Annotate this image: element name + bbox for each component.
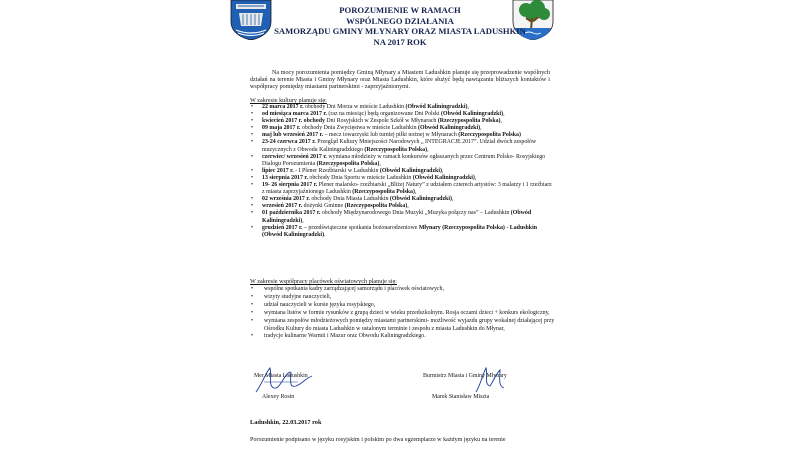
list-item-text: . [324, 231, 326, 238]
list-item-text: , [480, 125, 482, 132]
list-item-bold-text: (Obwód Kaliningradzki) [389, 196, 452, 203]
list-item-text: , [379, 160, 381, 167]
list-item-text: , [500, 118, 502, 125]
list-item-text: wymiana młodzieży w ramach konkursów ogłaszanych przez Centrum Polsko- Rosyjskiego Dialogu Porozumienia [262, 153, 546, 167]
list-item-text: - I Plener Rzeźbiarski w Ladushkin [293, 167, 380, 174]
list-item-bold-text: czerwiec/ wrzesień 2017 r. [262, 153, 327, 160]
list-item-text: – mecz towarzyski lub turniej piłki nożnej w Młynarach [323, 132, 459, 139]
list-item-bold-text: 09 maja 2017 r. [262, 125, 301, 132]
list-item-bold-text: (Rzeczypospolita Polska) [352, 189, 415, 196]
list-item-bold-text: (Obwód Kaliningradzki) [405, 104, 468, 110]
list-item-text: dożynki Gminne [302, 203, 345, 210]
list-item-bold-text: (Rzeczypospolita Polska) [364, 146, 428, 153]
list-item-bold-text: grudzień 2017 r. [262, 224, 303, 231]
cooperation-list-item: • udział nauczycieli w kursie języka rosyjskiego, [250, 302, 555, 310]
list-item-bold-text: (Obwód Kaliningradzki) [418, 125, 481, 132]
title-line-2: WSPÓLNEGO DZIAŁANIA [346, 15, 454, 26]
list-item-bold-text: (Obwód Kaliningradzki) [412, 174, 475, 181]
title-line-3: SAMORZĄDU GMINY MŁYNARY ORAZ MIASTA LADUSHKIN [274, 26, 526, 37]
cooperation-list-item: • wizyty studyjne nauczycieli, [250, 294, 555, 302]
title-line-1: POROZUMIENIE W RAMACH [339, 5, 461, 15]
right-signatory-name: Marek Stanisław Miszta [432, 394, 490, 400]
culture-heading: W zakresie kultury planuje się: [250, 97, 327, 104]
list-item-text: obchody Dnia Miasta Ladushkin [309, 196, 390, 203]
cooperation-list-item: • wspólne spotkania kadry zarządzającej samorządu i placówek oświatowych, [250, 286, 555, 294]
culture-list-item [250, 225, 555, 239]
list-item-bold-text: (Rzeczypospolita Polska) [344, 203, 408, 210]
list-item-text: obchody Dnia Zwycięstwa w mieście Ladushkin [300, 125, 419, 132]
list-item-text: , [427, 146, 429, 153]
cooperation-list-item: • tradycje kulinarne Warmii i Mazur oraz Obwodu Kaliningradzkiego. [250, 333, 555, 341]
list-item-bold-text: od miesiąca marca 2017 r. [262, 111, 327, 118]
list-item-text: , [451, 196, 454, 203]
list-item-bold-text: 02 września 2017 r. [262, 196, 310, 203]
left-signatory-title: Mer Miasta Ladushkin [254, 373, 308, 379]
cooperation-heading: W zakresie współpracy placówek oświatowych planuje się: [250, 278, 397, 285]
list-item-text: , [414, 189, 417, 196]
list-item-bold-text: 13 sierpnia 2017 r. [262, 174, 308, 181]
culture-list-item [250, 132, 555, 139]
list-item-text: Przegląd Kultury Mniejszości Narodowych „ INTEGRACJE 2017”. Udział dwóch zespołów muzycznych z Obwodu Kaliningradzkiego [262, 139, 537, 153]
culture-list-item [250, 139, 555, 153]
list-item-bold-text: (Rzeczypospolita Polska) [458, 132, 521, 139]
list-item-text: , [441, 167, 444, 174]
culture-list [250, 104, 555, 239]
list-item-text: , [467, 104, 469, 110]
list-item-bold-text: Młynary (Rzeczypospolita Polska) - Ladushkin (Obwód Kaliningradzki) [262, 224, 537, 238]
list-item-bold-text: maj lub wrzesień 2017 r. [262, 132, 324, 139]
culture-list-item [250, 182, 555, 196]
place-and-date: Ladushkin, 22.03.2017 rok [250, 419, 322, 426]
list-item-bold-text: (Rzeczypospolita Polska) [316, 160, 380, 167]
list-item-text: , [474, 174, 477, 181]
cooperation-list-item: • wymiana zespołów młodzieżowych pomiędzy miastami partnerskimi- możliwość wyjazdu grupy wokalnej działającej przy Ośrodku Kultury do miasta Ladushkin w ustalonym terminie i zespołu z miasta Ladushkin do Młynar, [250, 318, 555, 334]
list-item-bold-text: 23-24 czerwca 2017 r. [262, 139, 316, 146]
intro-paragraph: Na mocy porozumienia pomiędzy Gminą Młynary a Miastem Ladushkin planuje się przeprowadzenie wspólnych działań na terenie Miasta i Gminy Młynary oraz Miasta Ladushkin, które służyć będą nawiązaniu bliższych kontaktów i współpracy pomiędzy miastami partnerskimi - zaprzyjaźnionymi. [250, 70, 550, 91]
list-item-text: obchody Międzynarodowego Dnia Muzyki „Muzyka połączy nas” – Ladushkin [320, 210, 511, 217]
list-item-bold-text: 01 października 2017 r. [262, 210, 321, 217]
list-item-text: Plener malarsko- rzeźbiarski „Bliżej Natury” z udziałem czterech artystów: 3 malarzy i 1 rzeźbiarz z miasta zaprzyjaźnionego Ladushkin [262, 182, 552, 196]
title-line-4: NA 2017 ROK [373, 36, 427, 47]
list-item-text: obchody Dni Morza w mieście Ladushkin [303, 104, 406, 110]
list-item-bold-text: 19- 26 sierpnia 2017 r. [262, 182, 318, 189]
list-item-text: Dni Rosyjskich w Zespole Szkół w Młynarach [324, 118, 438, 125]
list-item-bold-text: lipiec 2017 r. [262, 167, 294, 174]
right-signatory-title: Burmistrz Miasta i Gminy Młynary [423, 373, 507, 379]
list-item-bold-text: (Rzeczypospolita Polska) [437, 118, 501, 125]
list-item-text: , [503, 111, 505, 118]
list-item-bold-text: kwiecień 2017 r. obchody [262, 118, 325, 125]
culture-list-item [250, 168, 555, 175]
list-item-text: , [302, 217, 304, 224]
cooperation-list-item: • wymiana listów w formie rysunków z grupą dzieci w wieku przedszkolnym. Rosja oczami dzieci + konkurs ekologiczny, [250, 310, 555, 318]
list-item-text: (raz na miesiąc) będą organizowane Dni Polski [326, 111, 442, 118]
list-item-bold-text: (Obwód Kaliningradzki) [262, 210, 532, 224]
list-item-bold-text: (Obwód Kaliningradzki) [379, 167, 442, 174]
footer-note: Porozumienie podpisano w języku rosyjskim i polskim po dwa egzemplarze w każdym języku na terenie [250, 437, 506, 443]
culture-list-item [250, 154, 555, 168]
culture-list-item [250, 175, 555, 182]
culture-list-item [250, 210, 555, 224]
list-item-bold-text: (Obwód Kaliningradzki) [441, 111, 504, 118]
list-item-text: obchody Dnia Sportu w mieście Ladushkin [307, 174, 413, 181]
right-handwritten-signature [470, 362, 510, 396]
document-title [0, 5, 800, 47]
list-item-bold-text: wrzesień 2017 r. [262, 203, 303, 210]
left-handwritten-signature [252, 362, 322, 398]
list-item-text: – przedświąteczne spotkania bożonarodzeniowe [302, 224, 419, 231]
left-signatory-name: Alexey Rosin [262, 394, 295, 400]
list-item-text: , [407, 203, 409, 210]
list-item-bold-text: 22 marca 2017 r. [262, 104, 304, 110]
cooperation-list [250, 286, 555, 341]
